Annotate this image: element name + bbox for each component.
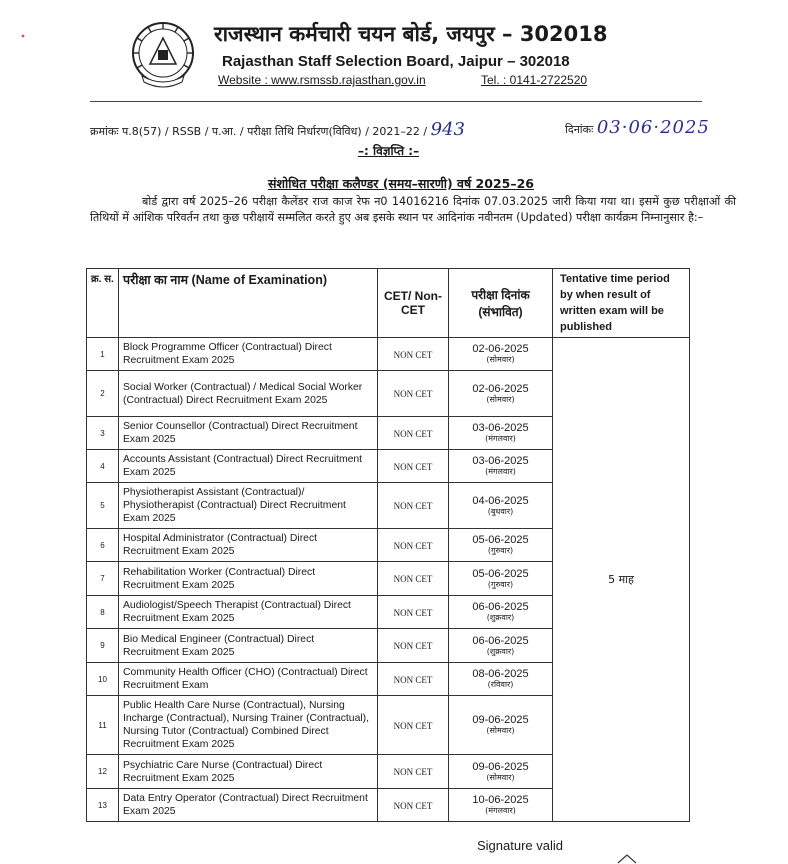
reference-number (90, 119, 465, 140)
row-sn: 12 (87, 755, 119, 789)
row-exam-name: Community Health Officer (CHO) (Contractual) Direct Recruitment Exam (119, 663, 378, 696)
row-date (449, 450, 553, 483)
header-result-period: Tentative time period by when result of written exam will be published (553, 269, 690, 338)
row-date (449, 663, 553, 696)
row-date (449, 629, 553, 663)
row-day: (मंगलवार) (485, 806, 516, 815)
row-sn: 8 (87, 596, 119, 629)
row-date-value: 08-06-2025 (472, 668, 529, 680)
row-sn: 4 (87, 450, 119, 483)
row-day: (गुरुवार) (487, 546, 514, 555)
issue-date (565, 117, 710, 138)
row-exam-name: Accounts Assistant (Contractual) Direct Recruitment Exam 2025 (119, 450, 378, 483)
row-exam-name: Physiotherapist Assistant (Contractual)/ Physiotherapist (Contractual) Direct Recruitment Exam 2025 (119, 483, 378, 529)
row-cet: NON CET (378, 562, 449, 596)
row-date (449, 371, 553, 417)
row-day: (सोमवार) (486, 726, 515, 735)
row-cet: NON CET (378, 629, 449, 663)
row-day: (सोमवार) (486, 355, 515, 364)
row-cet: NON CET (378, 529, 449, 562)
row-sn: 3 (87, 417, 119, 450)
row-date-value: 06-06-2025 (472, 634, 529, 647)
row-day: (मंगलवार) (485, 467, 516, 476)
row-sn: 5 (87, 483, 119, 529)
row-day: (बुधवार) (487, 506, 514, 516)
date-label: दिनांकः (565, 123, 594, 136)
scan-speck-icon (20, 34, 26, 38)
row-date (449, 755, 553, 789)
row-sn: 2 (87, 371, 119, 417)
row-sn: 10 (87, 663, 119, 696)
row-date (449, 417, 553, 450)
row-date-value: 03-06-2025 (472, 422, 529, 434)
body-paragraph (90, 194, 736, 226)
row-cet: NON CET (378, 696, 449, 755)
telephone: Tel. : 0141-2722520 (480, 73, 588, 87)
row-exam-name: Data Entry Operator (Contractual) Direct Recruitment Exam 2025 (119, 789, 378, 822)
row-exam-name: Senior Counsellor (Contractual) Direct Recruitment Exam 2025 (119, 417, 378, 450)
row-cet: NON CET (378, 338, 449, 371)
table-header-row (87, 269, 690, 338)
contact-line (218, 73, 587, 87)
row-cet: NON CET (378, 755, 449, 789)
row-date-value: 09-06-2025 (472, 714, 529, 726)
website-link[interactable]: Website : www.rsmssb.rajasthan.gov.in (218, 73, 426, 87)
row-day: (मंगलवार) (485, 434, 516, 443)
row-exam-name: Psychiatric Care Nurse (Contractual) Direct Recruitment Exam 2025 (119, 755, 378, 789)
emblem-seal-icon (130, 20, 196, 90)
row-cet: NON CET (378, 450, 449, 483)
row-exam-name: Social Worker (Contractual) / Medical Social Worker (Contractual) Direct Recruitment Exam 2025 (119, 371, 378, 417)
notice-heading: –: विज्ञप्ति :– (358, 144, 420, 158)
header-exam-date: परीक्षा दिनांक (संभावित) (449, 269, 553, 338)
row-date (449, 562, 553, 596)
row-date-value: 03-06-2025 (472, 455, 529, 467)
row-exam-name: Bio Medical Engineer (Contractual) Direct Recruitment Exam 2025 (119, 629, 378, 663)
row-sn: 13 (87, 789, 119, 822)
row-day: (सोमवार) (486, 772, 515, 782)
row-cet: NON CET (378, 789, 449, 822)
document-title: संशोधित परीक्षा कलैण्डर (समय–सारणी) वर्ष 2025–26 (268, 176, 534, 191)
row-sn: 7 (87, 562, 119, 596)
header-divider (90, 101, 702, 102)
header-exam-name: परीक्षा का नाम (Name of Examination) (119, 269, 378, 338)
row-date-value: 09-06-2025 (472, 760, 529, 773)
header-sn: क्र. स. (87, 269, 119, 338)
row-date-value: 06-06-2025 (472, 601, 529, 613)
row-exam-name: Hospital Administrator (Contractual) Direct Recruitment Exam 2025 (119, 529, 378, 562)
row-date-value: 10-06-2025 (472, 794, 529, 806)
exam-schedule-table (86, 268, 690, 822)
row-sn: 6 (87, 529, 119, 562)
reference-prefix: क्रमांकः प.8(57) / RSSB / प.आ. / परीक्षा तिथि निर्धारण(विविध) / 2021–22 / (90, 125, 428, 138)
row-exam-name: Audiologist/Speech Therapist (Contractual) Direct Recruitment Exam 2025 (119, 596, 378, 629)
letterhead (0, 0, 788, 110)
row-sn: 1 (87, 338, 119, 371)
row-sn: 11 (87, 696, 119, 755)
row-date (449, 789, 553, 822)
row-exam-name: Rehabilitation Worker (Contractual) Direct Recruitment Exam 2025 (119, 562, 378, 596)
result-period-cell: 5 माह (553, 338, 690, 822)
row-exam-name: Public Health Care Nurse (Contractual), Nursing Incharge (Contractual), Nursing Trainer (Contractual), Nursing Tutor (Contractual) Combined Direct Recruitment Exam 2025 (119, 696, 378, 755)
check-mark-icon (614, 852, 640, 864)
row-date-value: 05-06-2025 (472, 534, 529, 546)
org-name-english: Rajasthan Staff Selection Board, Jaipur – 302018 (222, 53, 570, 70)
row-day: (सोमवार) (486, 394, 515, 404)
row-day: (शुक्रवार) (486, 613, 515, 622)
signature-valid-label: Signature valid (477, 838, 563, 853)
row-cet: NON CET (378, 417, 449, 450)
row-date-value: 02-06-2025 (472, 382, 529, 395)
row-date (449, 483, 553, 529)
row-date-value: 04-06-2025 (472, 494, 529, 507)
body-text: बोर्ड द्वारा वर्ष 2025–26 परीक्षा कैलेंडर राज काज रेफ न0 14016216 दिनांक 07.03.2025 जारी किया गया था। इसमें कुछ परीक्षाओं की तिथियों में आंशिक परिवर्तन तथा कुछ परीक्षायें सम्मलित करते हुए अब इसके स्थान पर आदिनांक नवीनतम (Updated) परीक्षा कार्यक्रम निम्नानुसार है:– (90, 195, 736, 224)
row-cet: NON CET (378, 663, 449, 696)
header-cet: CET/ Non-CET (378, 269, 449, 338)
row-day: (रविवार) (487, 680, 514, 689)
row-date-value: 05-06-2025 (472, 567, 529, 580)
row-sn: 9 (87, 629, 119, 663)
row-date (449, 696, 553, 755)
row-cet: NON CET (378, 483, 449, 529)
row-day: (गुरुवार) (487, 579, 514, 589)
reference-handwritten-number: 943 (430, 119, 465, 140)
row-date (449, 529, 553, 562)
row-date-value: 02-06-2025 (472, 343, 529, 355)
row-cet: NON CET (378, 371, 449, 417)
date-handwritten: 03·06·2025 (596, 117, 710, 138)
row-exam-name: Block Programme Officer (Contractual) Direct Recruitment Exam 2025 (119, 338, 378, 371)
row-cet: NON CET (378, 596, 449, 629)
row-day: (शुक्रवार) (486, 646, 515, 656)
table-row (87, 338, 690, 371)
org-name-hindi: राजस्थान कर्मचारी चयन बोर्ड, जयपुर – 302018 (214, 22, 608, 46)
row-date (449, 596, 553, 629)
row-date (449, 338, 553, 371)
